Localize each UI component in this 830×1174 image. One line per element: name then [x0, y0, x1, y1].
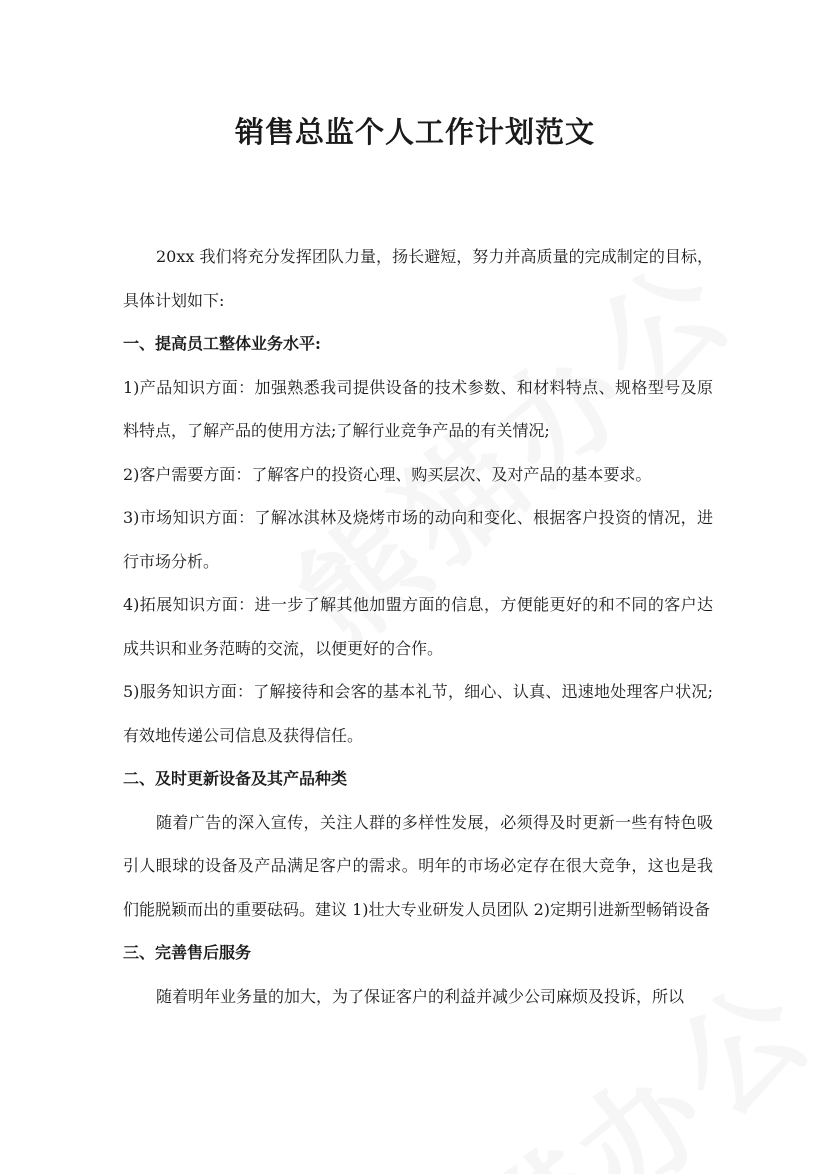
document-title: 销售总监个人工作计划范文: [234, 115, 595, 149]
list-item: 1)产品知识方面：加强熟悉我司提供设备的技术参数、和材料特点、规格型号及原料特点，了解产品的使用方法;了解行业竞争产品的有关情况;: [123, 377, 713, 440]
list-item: 2)客户需要方面：了解客户的投资心理、购买层次、及对产品的基本要求。: [123, 464, 652, 484]
section-heading: 一、提高员工整体业务水平:: [123, 334, 321, 353]
body-paragraph: 随着广告的深入宣传，关注人群的多样性发展，必须得及时更新一些有特色吸引人眼球的设备及产品满足客户的需求。明年的市场必定存在很大竞争，这也是我们能脱颖而出的重要砝码。建议 1)壮大专业研发人员团队 2)定期引进新型畅销设备: [123, 812, 713, 919]
list-item: 4)拓展知识方面：进一步了解其他加盟方面的信息，方便能更好的和不同的客户达成共识和业务范畴的交流，以便更好的合作。: [123, 595, 713, 658]
list-item: 5)服务知识方面：了解接待和会客的基本礼节，细心、认真、迅速地处理客户状况;有效地传递公司信息及获得信任。: [123, 682, 713, 745]
intro-paragraph: 20xx 我们将充分发挥团队力量，扬长避短，努力并高质量的完成制定的目标，具体计划如下:: [123, 247, 713, 310]
document-body: [123, 235, 713, 1018]
section-heading: 二、及时更新设备及其产品种类: [123, 769, 348, 788]
section-heading: 三、完善售后服务: [123, 943, 252, 962]
body-paragraph: 随着明年业务量的加大，为了保证客户的利益并减少公司麻烦及投诉，所以: [156, 986, 685, 1006]
list-item: 3)市场知识方面：了解冰淇林及烧烤市场的动向和变化、根据客户投资的情况，进行市场分析。: [123, 508, 713, 571]
